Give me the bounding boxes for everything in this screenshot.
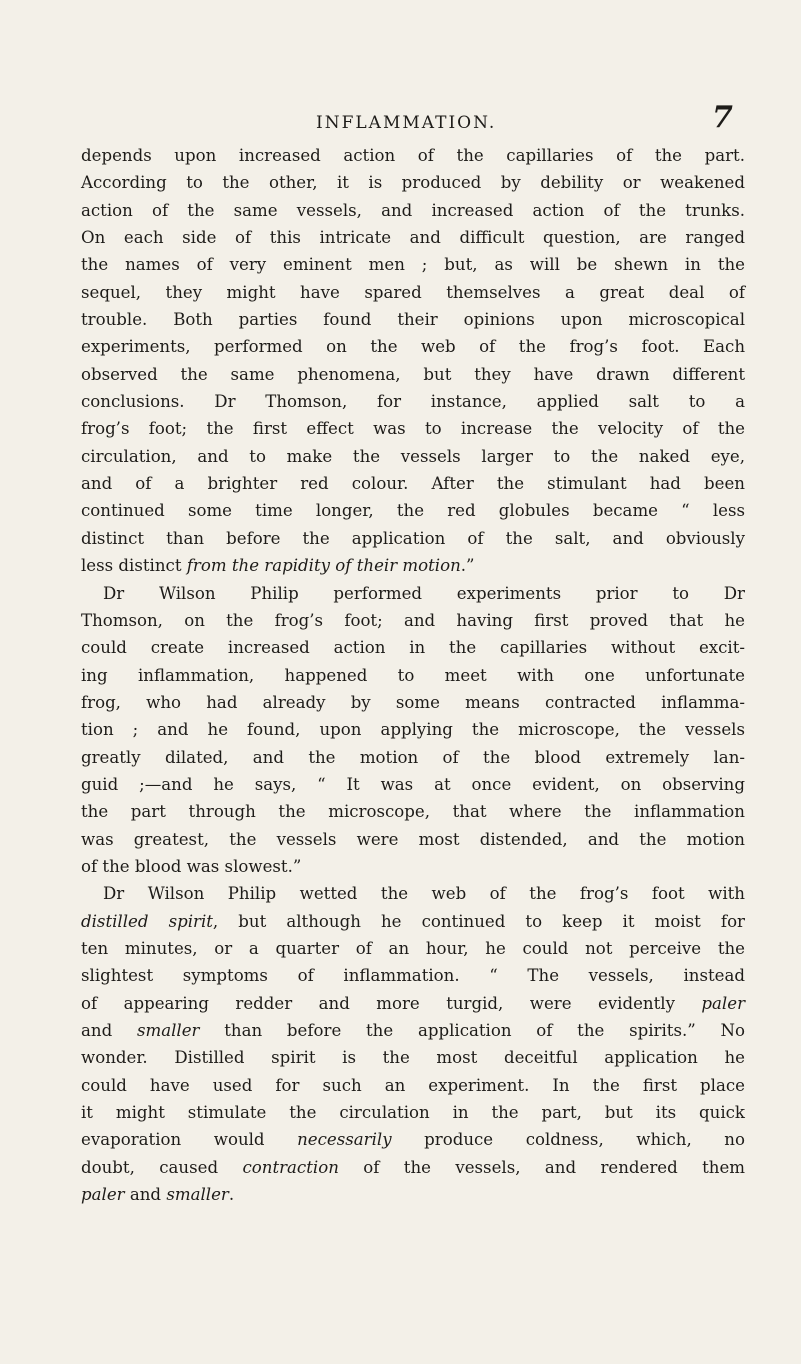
text-line: the names of very eminent men ; but, as will be shewn in the <box>81 255 745 275</box>
text-line: distinct than before the application of the salt, and obviously <box>81 528 745 548</box>
text-run: less distinct <box>81 556 187 576</box>
text-run: evaporation would <box>81 1130 298 1150</box>
italic-run: from the rapidity of their motion <box>186 556 461 576</box>
text-line: greatly dilated, and the motion of the blood extremely lan- <box>81 747 745 767</box>
text-line: Dr Wilson Philip performed experiments prior to Dr <box>103 583 745 603</box>
text-line: ing inflammation, happened to meet with one unfortunate <box>81 665 745 685</box>
text-line <box>81 1154 745 1181</box>
italic-run: paler <box>81 1185 125 1205</box>
text-line: sequel, they might have spared themselves a great deal of <box>81 282 745 302</box>
text-run: . <box>228 1185 235 1205</box>
text-line: was greatest, the vessels were most distended, and the motion <box>81 829 745 849</box>
paragraph-3 <box>81 880 745 1208</box>
paragraph-2 <box>81 580 745 881</box>
text-line <box>81 552 745 579</box>
text-line: Thomson, on the frog’s foot; and having first proved that he <box>81 610 745 630</box>
paragraph-1 <box>81 142 745 580</box>
text-line: trouble. Both parties found their opinions upon microscopical <box>81 310 745 330</box>
text-line: could have used for such an experiment. In the first place <box>81 1075 745 1095</box>
text-run: .” <box>460 556 475 576</box>
text-line: of the blood was slowest.” <box>81 856 302 876</box>
text-line: action of the same vessels, and increased action of the trunks. <box>81 200 745 220</box>
italic-run: smaller <box>166 1185 229 1205</box>
italic-run: contraction <box>242 1157 339 1177</box>
text-run: produce coldness, which, no <box>391 1130 745 1150</box>
page-number: 7 <box>712 100 733 135</box>
text-line: tion ; and he found, upon applying the microscope, the vessels <box>81 720 745 740</box>
text-line: frog’s foot; the first effect was to increase the velocity of the <box>81 419 745 439</box>
italic-run: paler <box>701 993 745 1013</box>
text-run: and <box>124 1185 167 1205</box>
text-line: frog, who had already by some means contracted inflamma- <box>81 692 745 712</box>
text-line: According to the other, it is produced by debility or weakened <box>81 173 745 193</box>
text-run: , but although he continued to keep it moist for <box>212 911 745 931</box>
text-line: conclusions. Dr Thomson, for instance, applied salt to a <box>81 392 745 412</box>
italic-run: necessarily <box>297 1130 392 1150</box>
text-line: wonder. Distilled spirit is the most deceitful application he <box>81 1048 745 1068</box>
italic-run: distilled spirit <box>81 911 213 931</box>
text-run: and <box>81 1021 137 1040</box>
text-line: Dr Wilson Philip wetted the web of the frog’s foot with <box>103 884 745 904</box>
text-line: and of a brighter red colour. After the stimulant had been <box>81 474 745 494</box>
text-line <box>81 990 745 1017</box>
text-line: continued some time longer, the red globules became “ less <box>81 501 745 521</box>
text-run: doubt, caused <box>81 1157 243 1177</box>
text-line: On each side of this intricate and difficult question, are ranged <box>81 228 745 248</box>
text-line: guid ;—and he says, “ It was at once evident, on observing <box>81 774 745 794</box>
italic-run: smaller <box>136 1021 200 1040</box>
text-line: slightest symptoms of inflammation. “ The vessels, instead <box>81 966 745 986</box>
text-line <box>81 1181 745 1208</box>
text-line: it might stimulate the circulation in the part, but its quick <box>81 1103 745 1123</box>
text-run: of the vessels, and rendered them <box>338 1157 746 1177</box>
text-line: could create increased action in the capillaries without excit- <box>81 638 745 658</box>
running-head: INFLAMMATION. <box>316 113 497 133</box>
text-line: experiments, performed on the web of the frog’s foot. Each <box>81 337 745 357</box>
body-text <box>81 142 745 1208</box>
text-line: observed the same phenomena, but they have drawn different <box>81 364 745 384</box>
text-line: the part through the microscope, that where the inflammation <box>81 802 745 822</box>
text-line <box>81 1017 745 1044</box>
text-line <box>81 908 745 935</box>
text-line <box>81 1126 745 1153</box>
text-run: of appearing redder and more turgid, were evidently <box>81 993 702 1013</box>
text-line: ten minutes, or a quarter of an hour, he could not perceive the <box>81 938 745 958</box>
text-line: circulation, and to make the vessels larger to the naked eye, <box>81 446 745 466</box>
text-line: depends upon increased action of the capillaries of the part. <box>81 146 745 165</box>
text-run: than before the application of the spirits.” No <box>199 1021 746 1040</box>
